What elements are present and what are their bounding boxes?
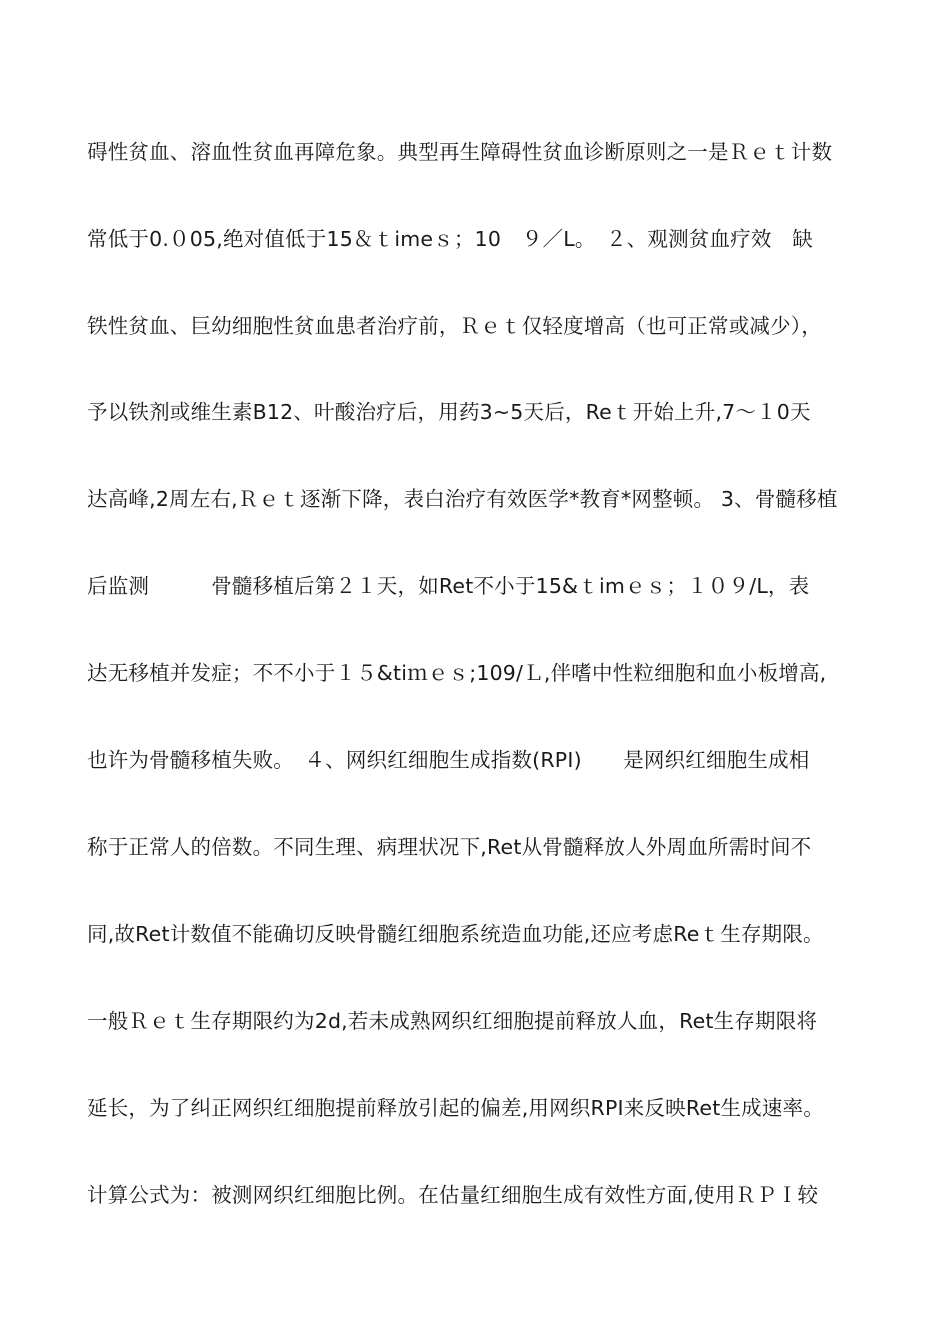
text-line-7: 达无移植并发症；不不小于１５&tiｍｅｓ;109/Ｌ,伴嗜中性粒细胞和血小板增高, (87, 661, 827, 685)
text-line-10: 同,故Ret计数值不能确切反映骨髓红细胞系统造血功能,还应考虑Reｔ生存期限。 (87, 922, 824, 946)
text-line-1: 碍性贫血、溶血性贫血再障危象。典型再生障碍性贫血诊断原则之一是Ｒｅｔ计数 (87, 140, 833, 164)
text-line-4: 予以铁剂或维生素B12、叶酸治疗后，用药3~5天后，Reｔ开始上升,7～１0天 (87, 400, 811, 424)
text-line-11: 一般Ｒｅｔ生存期限约为2d,若未成熟网织红细胞提前释放人血，Ret生存期限将 (87, 1009, 818, 1033)
text-line-12: 延长，为了纠正网织红细胞提前释放引起的偏差,用网织RPI来反映Ret生成速率。 (87, 1096, 824, 1120)
text-line-3: 铁性贫血、巨幼细胞性贫血患者治疗前，Ｒｅｔ仅轻度增高（也可正常或减少）， (87, 314, 822, 338)
text-line-2: 常低于0.０05,绝对值低于15＆ｔimeｓ；10 ９／L。 ２、观测贫血疗效 缺 (87, 227, 813, 251)
text-line-8: 也许为骨髓移植失败。 ４、网织红细胞生成指数(RPI) 是网织红细胞生成相 (87, 748, 810, 772)
text-line-13: 计算公式为：被测网织红细胞比例。在估量红细胞生成有效性方面,使用ＲＰＩ较 (87, 1183, 819, 1207)
text-line-9: 称于正常人的倍数。不同生理、病理状况下,Ret从骨髓释放人外周血所需时间不 (87, 835, 812, 859)
text-line-6: 后监测 骨髓移植后第２１天，如Ret不小于15&ｔimｅｓ；１０９/L，表 (87, 574, 810, 598)
text-line-5: 达高峰,2周左右,Ｒｅｔ逐渐下降，表白治疗有效医学*教育*网整顿。 3、骨髓移植 (87, 487, 838, 511)
